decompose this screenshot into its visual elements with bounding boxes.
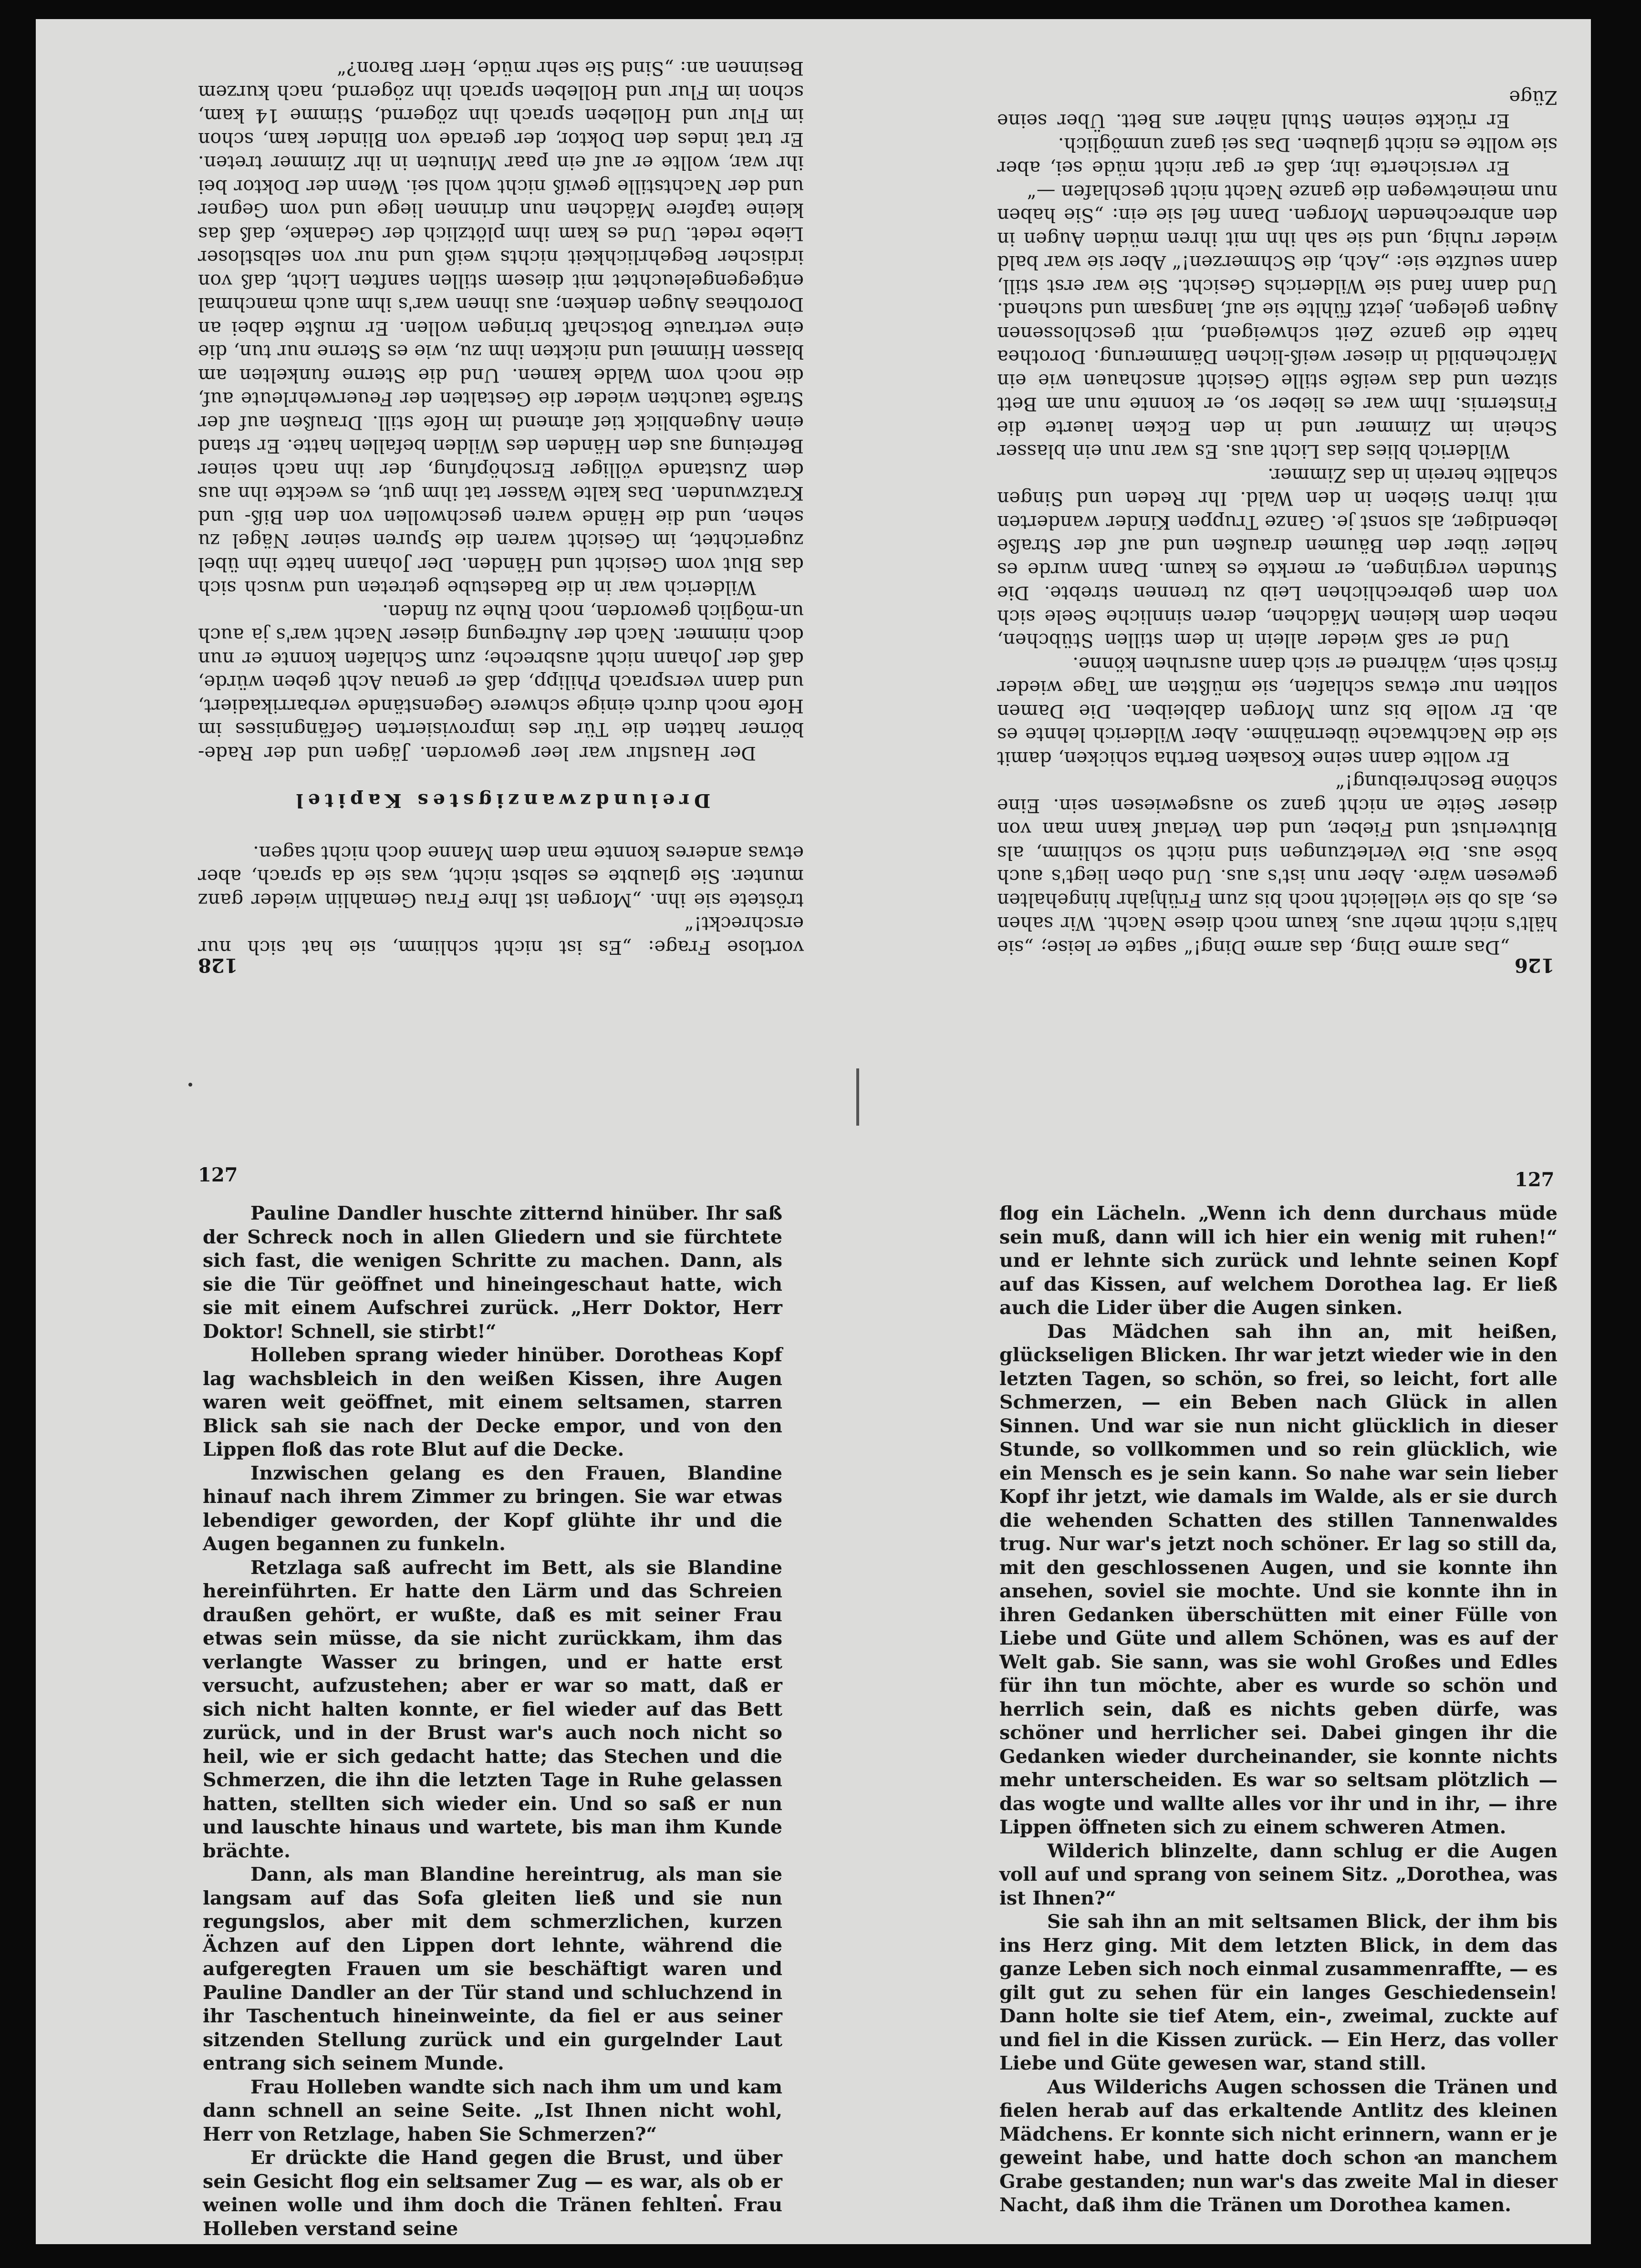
page-number: 126 — [1515, 954, 1555, 976]
page-number: 127 — [1515, 1169, 1555, 1191]
paragraph: Er rückte seinen Stuhl näher ans Bett. Über seine Züge — [997, 86, 1558, 132]
paragraph: tröstete sie ihn. „Morgen ist Ihre Frau Gemahlin wieder ganz munter. Sie glaubte es selbst nicht, was sie da sprach, aber etwas anderes konnte man dem Manne doch nicht sagen. — [198, 842, 804, 911]
paragraph: Er wollte dann seine Kosaken Bertha schicken, damit sie die Nachtwache übernähme. Aber Wilderich lehnte es ab. Er wolle bis zum Morgen dableiben. Die Damen sollten nur etwas schlafen, sie müßten am Tage wieder frisch sein, während er sich dann ausruhen könne. — [997, 653, 1558, 769]
paragraph: Retzlaga saß aufrecht im Bett, als sie Blandine hereinführten. Er hatte den Lärm und das Schreien draußen gehört, er wußte, daß es mit seiner Frau etwas sein müsse, da sie nicht zurückkam, ihm das verlangte Wasser zu bringen, und er hatte erst versucht, aufzustehen; aber er war so matt, daß er sich nicht halten konnte, er fiel wieder auf das Bett zurück, und in der Brust war's auch noch nicht so heil, wie er sich gedacht hatte; das Stechen und die Schmerzen, die ihn die letzten Tage in Ruhe gelassen hatten, stellten sich wieder ein. Und so saß er nun und lauschte hinaus und wartete, bis man ihm Kunde brächte. — [203, 1556, 782, 1862]
paragraph: Das Mädchen sah ihn an, mit heißen, glückseligen Blicken. Ihr war jetzt wieder wie in den letzten Tagen, so schön, so frei, so leicht, fort alle Schmerzen, — ein Beben nach Glück in allen Sinnen. Und war sie nun nicht glücklich in dieser Stunde, so vollkommen und so rein glücklich, wie ein Mensch es je sein kann. So nahe war sein lieber Kopf ihr jetzt, wie damals im Walde, als er sie durch die wehenden Schatten des stillen Tannenwaldes trug. Nur war's jetzt noch schöner. Er lag so still da, mit den geschlossenen Augen, und sie konnte ihn ansehen, soviel sie mochte. Und sie konnte ihn in ihren Gedanken überschütten mit einer Fülle von Liebe und Güte und allem Schönen, was es auf der Welt gab. Sie sann, was sie wohl Großes und Edles für ihn tun möchte, aber es wurde so schön und herrlich sein, daß es nichts geben dürfe, was schöner und herrlicher sei. Dabei gingen ihr die Gedanken wieder durcheinander, sie konnte nichts mehr unterscheiden. Es war so seltsam plötzlich — das wogte und wallte alles vor ihr und in ihr, — ihre Lippen öffneten sich zu einem schweren Atmen. — [999, 1320, 1558, 1838]
left-column — [203, 1202, 782, 2240]
paragraph: Aus Wilderichs Augen schossen die Tränen und fielen herab auf das erkaltende Antlitz des kleinen Mädchens. Er konnte sich nicht erinnern, wann er je geweint habe, und hatte doch schon an manchem Grabe gestanden; nun war's das zweite Mal in dieser Nacht, daß ihm die Tränen um Dorothea kamen. — [999, 2076, 1558, 2216]
upside-down-right-column — [997, 52, 1558, 959]
paragraph: Wilderich blinzelte, dann schlug er die Augen voll auf und sprang von seinem Sitz. „Dorothea, was ist Ihnen?“ — [999, 1840, 1558, 1909]
speck — [188, 1083, 192, 1087]
paragraph: Pauline Dandler huschte zitternd hinüber. Ihr saß der Schreck noch in allen Gliedern und sie fürchtete sich fast, die wenigen Schritte zu machen. Dann, als sie die Tür geöffnet und hineingeschaut hatte, wich sie mit einem Aufschrei zurück. „Herr Doktor, Herr Doktor! Schnell, sie stirbt!“ — [203, 1202, 782, 1343]
fold-mark — [856, 1068, 859, 1126]
paragraph: Der Hausflur war leer geworden. Jägen und der Rade-börner hatten die Tür des improvisierten Gefängnisses im Hofe noch durch einige schwere Gegenstände verbarrikadiert, und dann versprach Philipp, daß er genau Acht geben würde, daß der Johann nicht ausbreche; zum Schlafen konnte er nun doch nimmer. Nach der Aufregung dieser Nacht war's ja auch un-möglich geworden, noch Ruhe zu finden. — [198, 601, 804, 764]
paragraph: flog ein Lächeln. „Wenn ich denn durchaus müde sein muß, dann will ich hier ein wenig mit ruhen!“ und er lehnte sich zurück und lehnte seinen Kopf auf das Kissen, auf welchem Dorothea lag. Er ließ auch die Lider über die Augen sinken. — [999, 1202, 1558, 1319]
paragraph: Inzwischen gelang es den Frauen, Blandine hinauf nach ihrem Zimmer zu bringen. Sie war etwas lebendiger geworden, der Kopf glühte ihr und die Augen begannen zu funkeln. — [203, 1462, 782, 1555]
paragraph: „Das arme Ding, das arme Ding!“ sagte er leise; „sie hält's nicht mehr aus, kaum noch diese Nacht. Wir sahen es, als ob sie vielleicht noch bis zum Frühjahr hingehalten gewesen wäre. Aber nun ist's aus. Und oben liegt's auch böse aus. Die Verletzungen sind nicht so schlimm, als Blutverlust und Fieber, und den Verlauf kann man von dieser Seite an nicht ganz so ausgewiesen sein. Eine schöne Beschreibung!“ — [997, 771, 1558, 958]
paragraph: Er versicherte ihr, daß er gar nicht müde sei, aber sie wollte es nicht glauben. Das sei ganz unmöglich. — [997, 134, 1558, 179]
page-number: 127 — [198, 1164, 238, 1186]
paragraph: Und er saß wieder allein in dem stillen Stübchen, neben dem kleinen Mädchen, deren sinnliche Seele sich von dem gebrechlichen Leib zu trennen strebte. Die Stunden vergingen, er merkte es kaum. Dann wurde es heller über den Bäumen draußen und auf der Straße lebendiger, als sonst je. Ganze Truppen Kinder wanderten mit ihren Sieben in den Wald. Ihr Reden und Singen schallte herein in das Zimmer. — [997, 464, 1558, 652]
paragraph: Er drückte die Hand gegen die Brust, und über sein Gesicht flog ein seltsamer Zug — es war, als ob er weinen wolle und ihm doch die Tränen fehlten. Frau Holleben verstand seine — [203, 2147, 782, 2240]
paragraph: Frau Holleben wandte sich nach ihm um und kam dann schnell an seine Seite. „Ist Ihnen nicht wohl, Herr von Retzlage, haben Sie Schmerzen?“ — [203, 2076, 782, 2145]
paragraph: Wilderich war in die Badestube getreten und wusch sich das Blut vom Gesicht und Händen. Der Johann hatte ihn übel zugerichtet, im Gesicht waren die Spuren seiner Nägel zu sehen, und die Hände waren geschwollen von den Biß- und Kratzwunden. Das kalte Wasser tat ihm gut, es weckte ihn aus dem Zustande völliger Erschöpfung, der ihn nach seiner Befreiung aus den Händen des Wilden befallen hatte. Er stand einen Augenblick tief atmend im Hofe still. Draußen auf der Straße tauchten wieder die Gestalten der Feuerwehrleute auf, die noch vom Walde kamen. Und die Sterne funkelten am blassen Himmel und nickten ihm zu, wie es Sterne nur tun, die eine vertraute Botschaft bringen wollen. Er mußte dabei an Dorotheas Augen denken; aus ihnen war's ihm auch manchmal entgegengeleuchtet mit diesem stillen sanften Licht, daß von irdischer Begehrlichkeit nichts weiß und nur von selbstloser Liebe redet. Und es kam ihm plötzlich der Gedanke, daß das kleine tapfere Mädchen nun drinnen liege und vom Gegner und der Nachtstille gewiß nicht wohl sei. Wenn der Doktor bei ihr war, wollte er auf ein paar Minuten in ihr Zimmer treten. Er trat indes den Doktor, der gerade von Blinder kam, schon im Flur und Holleben sprach ihn zögernd, Stimme 14 kam, schon im Flur und Holleben sprach ihn zögernd, nach kurzem Besinnen an: „Sind Sie sehr müde, Herr Baron?“ — [198, 57, 804, 599]
paragraph: Holleben sprang wieder hinüber. Dorotheas Kopf lag wachsbleich in den weißen Kissen, ihre Augen waren weit geöffnet, mit einem seltsamen, starren Blick sah sie nach der Decke empor, und von den Lippen floß das rote Blut auf die Decke. — [203, 1344, 782, 1460]
right-column — [999, 1202, 1558, 2216]
paragraph: Sie sah ihn an mit seltsamen Blick, der ihm bis ins Herz ging. Mit dem letzten Blick, in dem das ganze Leben sich noch einmal zusammenraffte, — es gilt gut zu sehen für ein langes Geschiedensein! Dann holte sie tief Atem, ein-, zweimal, zuckte auf und fiel in die Kissen zurück. — Ein Herz, das voller Liebe und Güte gewesen war, stand still. — [999, 1911, 1558, 2074]
upside-down-left-column — [198, 52, 804, 959]
chapter-heading: Dreiundzwanzigstes Kapitel — [291, 789, 711, 812]
page-number: 128 — [198, 954, 238, 976]
paragraph: Wilderich blies das Licht aus. Es war nun ein blasser Schein im Zimmer und in den Ecken lauerte die Finsternis. Ihm war es lieber so, er konnte nun am Bett sitzen und das weiße stille Gesicht anschauen wie ein Märchenbild in dieser weiß-lichen Dämmerung. Dorothea hatte die ganze Zeit schweigend, mit geschlossenen Augen gelegen, jetzt fühlte sie auf, langsam und suchend. Und dann fand sie Wilderichs Gesicht. Sie war erst still, dann seufzte sie: „Ach, die Schmerzen!“ Aber sie war bald wieder ruhig, und sie sah ihn mit ihren müden Augen in den anbrechenden Morgen. Dann fiel sie ein: „Sie haben nun meinetwegen die ganze Nacht nicht geschlafen —“ — [997, 181, 1558, 463]
scanned-page — [36, 19, 1591, 2244]
paragraph: vortlose Frage: „Es ist nicht schlimm, sie hat sich nur erschreckt!“ — [198, 912, 804, 958]
paragraph: Dann, als man Blandine hereintrug, als man sie langsam auf das Sofa gleiten ließ und sie nun regungslos, aber mit dem schmerzlichen, kurzen Ächzen auf den Lippen dort lehnte, während die aufgeregten Frauen um sie beschäftigt waren und Pauline Dandler an der Tür stand und schluchzend in ihr Taschentuch hineinweinte, da fiel er aus seiner sitzenden Stellung zurück und ein gurgelnder Laut entrang sich seinem Munde. — [203, 1864, 782, 2074]
